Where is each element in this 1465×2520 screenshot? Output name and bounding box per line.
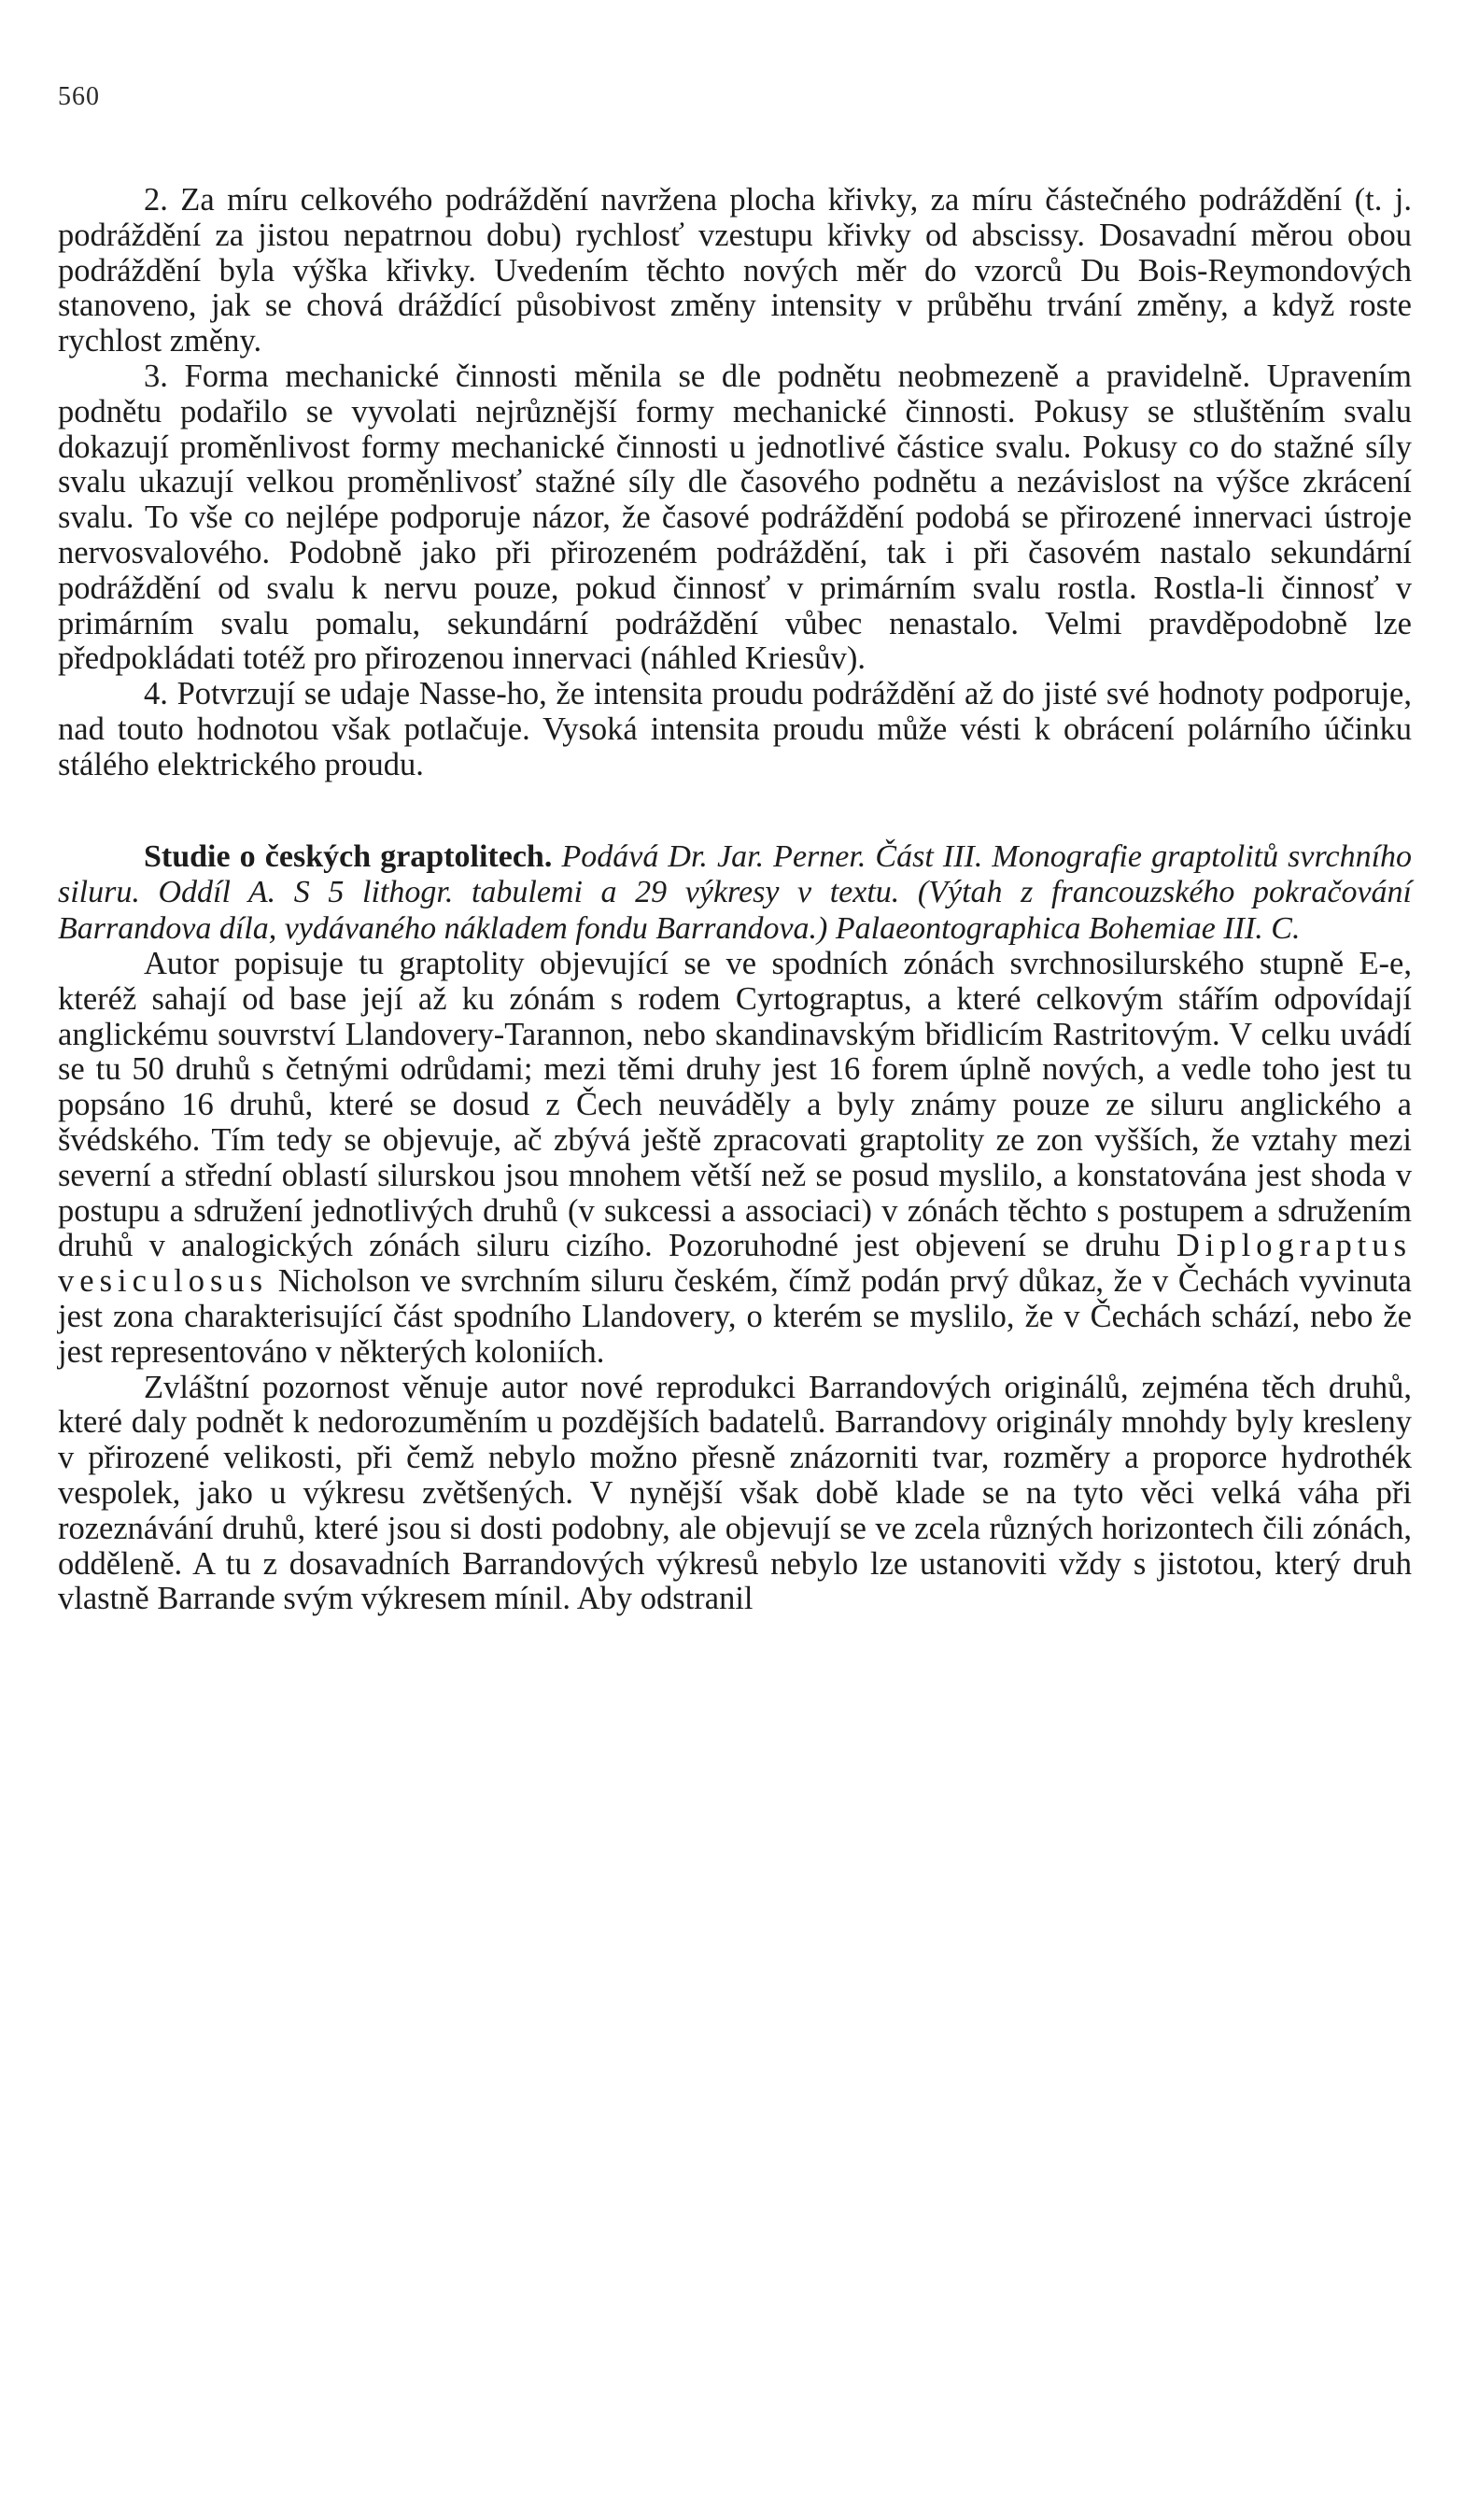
paragraph-point-4: 4. Potvrzují se udaje Nasse-ho, že intensita proudu podráždění až do jisté své hodnoty podporuje, nad touto hodnotou však potlačuje. Vysoká intensita proudu může vésti k obrácení polárního účinku stálého elektrického proudu. <box>58 676 1412 782</box>
paragraph-point-3: 3. Forma mechanické činnosti měnila se dle podnětu neobmezeně a pravidelně. Upravením podnětu podařilo se vyvolati nejrůznější formy mechanické činnosti. Pokusy se stluštěním svalu dokazují proměnlivost formy mechanické činnosti u jednotlivé částice svalu. Pokusy co do stažné síly svalu ukazují velkou proměnlivosť stažné síly dle časového podnětu a nezávislost na výšce zkrácení svalu. To vše co nejlépe podporuje názor, že časové podráždění podobá se přirozené innervaci ústroje nervosvalového. Podobně jako při přirozeném podráždění, tak i při časovém nastalo sekundární podráždění od svalu k nervu pouze, pokud činnosť v primárním svalu rostla. Rostla-li činnosť v primárním svalu pomalu, sekundární podráždění vůbec nenastalo. Velmi pravděpodobně lze předpokládati totéž pro přirozenou innervaci (náhled Kriesův). <box>58 358 1412 677</box>
body-paragraph-2: Zvláštní pozornost věnuje autor nové reprodukci Barrandových originálů, zejména těch druhů, které daly podnět k nedorozuměním u pozdějších badatelů. Barrandovy originály mnohdy byly kresleny v přirozené velikosti, při čemž nebylo možno přesně znázorniti tvar, rozměry a proporce hydrothék vespolek, jako u výkresu zvětšených. V nynější však době klade se na tyto věci velká váha při rozeznávání druhů, které jsou si dosti podobny, ale objevují se ve zcela různých horizontech čili zónách, odděleně. A tu z dosavadních Barrandových výkresů nebylo lze ustanoviti vždy s jistotou, který druh vlastně Barrande svým výkresem mínil. Aby odstranil <box>58 1369 1412 1617</box>
review-title: Studie o českých graptolitech. <box>144 838 553 874</box>
body-text-2: Nicholson ve svrchním siluru českém, čímž podán prvý důkaz, že v Čechách vyvinuta jest zona charakterisující část spodního Llandovery, o kterém se myslilo, že v Čechách schází, nebo že jest representováno v některých koloniích. <box>58 1263 1412 1370</box>
review-heading <box>58 839 1412 948</box>
body-text-1: Autor popisuje tu graptolity objevující se ve spodních zónách svrchnosilurského stupně E-e, kteréž sahají od base její až ku zónám s rodem Cyrtograptus, a které celkovým stářím odpovídají anglickému souvrství Llandovery-Tarannon, nebo skandinavským břidlicím Rastritovým. V celku uvádí se tu 50 druhů s četnými odrůdami; mezi těmi druhy jest 16 forem úplně nových, a vedle toho jest tu popsáno 16 druhů, které se dosud z Čech neuváděly a byly známy pouze ze siluru anglického a švédského. Tím tedy se objevuje, ač zbývá ještě zpracovati graptolity ze zon vyšších, že vztahy mezi severní a střední oblastí silurskou jsou mnohem větší než se posud myslilo, a konstatována jest shoda v postupu a sdružení jednotlivých druhů (v sukcessi a associaci) v zónách těchto s postupem a sdružením druhů v analogických zónách siluru cizího. Pozoruhodné jest objevení se druhu <box>58 946 1412 1264</box>
page-number: 560 <box>58 82 100 111</box>
review-bibliographic-info: Podává Dr. Jar. Perner. Část III. Monografie graptolitů svrchního siluru. Oddíl A. S 5 lithogr. tabulemi a 29 výkresy v textu. (Výtah z francouzského pokračování Barrandova díla, vydávaného nákladem fondu Barrandova.) Palaeontographica Bohemiae III. C. <box>58 838 1413 946</box>
text-column <box>58 183 1412 1617</box>
body-paragraph-1 <box>58 947 1412 1371</box>
species-name: Diplograptus vesiculosus <box>58 1228 1413 1300</box>
paragraph-point-2: 2. Za míru celkového podráždění navržena plocha křivky, za míru částečného podráždění (t. j. podráždění za jistou nepatrnou dobu) rychlosť vzestupu křivky od abscissy. Dosavadní měrou obou podráždění byla výška křivky. Uvedením těchto nových měr do vzorců Du Bois-Reymondových stanoveno, jak se chová dráždící působivost změny intensity v průběhu trvání změny, a když roste rychlost změny. <box>58 182 1412 359</box>
